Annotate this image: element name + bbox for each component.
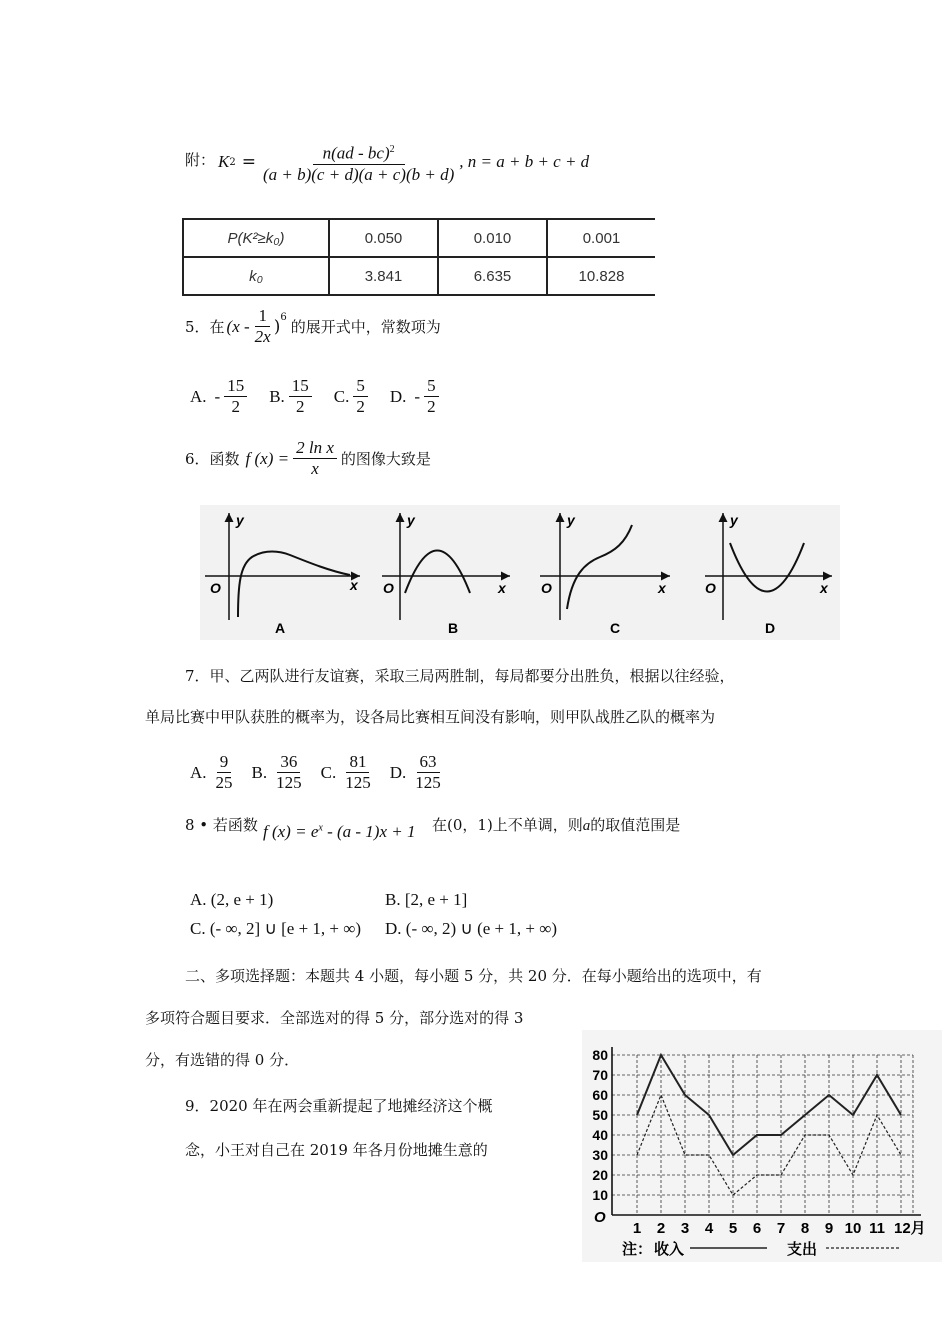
q5-exponent: 6 (280, 312, 287, 323)
x-tick-label: 10 (844, 1220, 862, 1237)
q7-line-2: 单局比赛中甲队获胜的概率为，设各局比赛相互间没有影响，则甲队战胜乙队的概率为 (145, 708, 716, 726)
origin-label: O (541, 580, 552, 596)
option-label: A. (190, 762, 207, 782)
y-tick-label: 30 (592, 1147, 608, 1163)
y-tick-label: 50 (592, 1107, 608, 1123)
q5-frac-den: 2x (254, 327, 271, 346)
k2-formula (218, 140, 589, 185)
frac-den: 2 (427, 397, 436, 416)
x-label: x (498, 580, 506, 596)
frac-den: 125 (276, 773, 302, 792)
option-label: C. (190, 919, 206, 938)
q8-fx-a: f (x) = e (263, 822, 319, 841)
q7-option-c[interactable] (321, 752, 374, 793)
option-fraction (342, 752, 374, 793)
numerator-text: n(ad - bc) (322, 143, 390, 163)
formula-denominator: (a + b)(c + d)(a + c)(b + d) (262, 164, 455, 184)
x-tick-label: 12月 (894, 1220, 926, 1237)
table-cell: 0.010 (438, 219, 547, 257)
y-tick-label: 10 (592, 1187, 608, 1203)
frac-num: 15 (289, 376, 312, 397)
x-tick-label: 7 (776, 1220, 786, 1237)
q5-option-a[interactable] (190, 376, 247, 417)
q6-frac-num: 2 ln x (293, 438, 337, 459)
frac-num: 5 (424, 376, 439, 397)
q8-suffix-a: 在(0，1)上不单调，则 (432, 816, 583, 834)
frac-num: 9 (217, 752, 232, 773)
q8-option-a[interactable] (190, 890, 273, 910)
frac-den: 25 (215, 773, 233, 792)
option-sign: - (214, 386, 221, 406)
q8-suffix-var: a (582, 818, 591, 834)
y-tick-label: 20 (592, 1167, 608, 1183)
q8-option-d[interactable] (385, 919, 557, 939)
q8-suffix-b: 的取值范围是 (590, 816, 681, 834)
frac-den: 2 (231, 397, 240, 416)
x-label: x (820, 580, 828, 596)
q8-fx-sup: x (318, 822, 323, 834)
table-row (183, 257, 655, 295)
q7-options (190, 752, 444, 793)
x-tick-label: 3 (680, 1220, 690, 1237)
option-fraction (353, 376, 368, 417)
q6-prefix: 6．函数 (185, 449, 240, 468)
q8-fx-b: - (a - 1)x + 1 (322, 822, 416, 841)
q5-option-b[interactable] (269, 376, 312, 417)
option-fraction (412, 752, 444, 793)
origin-label: O (705, 580, 716, 596)
numerator-sup: 2 (389, 144, 395, 155)
option-fraction (273, 752, 305, 793)
q6-frac-den: x (311, 459, 319, 478)
formula-eq: = (241, 152, 256, 173)
q7-option-d[interactable] (390, 752, 444, 793)
graph-label-a: A (275, 620, 286, 636)
frac-den: 125 (415, 773, 441, 792)
option-fraction (224, 376, 247, 417)
graph-label-b: B (448, 620, 459, 636)
option-fraction (424, 376, 439, 417)
y-label: y (730, 512, 738, 528)
income-expense-chart (582, 1030, 942, 1262)
option-fraction (213, 752, 236, 793)
q6-suffix: 的图像大致是 (340, 449, 431, 468)
legend-income-label: 收入 (654, 1241, 685, 1258)
appendix-label: 附： (185, 151, 216, 169)
option-label: A. (190, 890, 207, 909)
q5-option-d[interactable] (390, 376, 439, 417)
option-sign: - (414, 386, 421, 406)
y-label: y (236, 512, 244, 528)
frac-den: 2 (296, 397, 305, 416)
x-tick-label: 1 (632, 1220, 642, 1237)
section2-line-1: 二、多项选择题：本题共 4 小题，每小题 5 分，共 20 分．在每小题给出的选项中，有 (185, 967, 762, 985)
q9-line-2: 念，小王对自己在 2019 年各月份地摊生意的 (185, 1141, 488, 1159)
q6-fx: f (x) = (245, 448, 290, 468)
q8-option-b[interactable] (385, 890, 467, 910)
q6-fraction (293, 438, 337, 479)
legend-prefix: 注： (622, 1241, 653, 1258)
q5-expr-a: (x - (226, 316, 250, 336)
q8-prefix: 8 • 若函数 (185, 816, 258, 834)
origin-label: O (210, 580, 221, 596)
x-label: x (658, 580, 666, 596)
option-label: C. (320, 762, 337, 782)
y-tick-label: 70 (592, 1067, 608, 1083)
formula-lhs: K (218, 152, 230, 172)
x-tick-label: 11 (869, 1220, 885, 1237)
option-text: [2, e + 1] (404, 890, 468, 909)
formula-tail: , n = a + b + c + d (459, 152, 590, 172)
section2-line-3: 分，有选错的得 0 分． (145, 1051, 300, 1069)
y-label: y (567, 512, 575, 528)
table-cell: 0.001 (547, 219, 655, 257)
legend-expense-label: 支出 (787, 1241, 818, 1258)
x-tick-label: 5 (728, 1220, 738, 1237)
frac-num: 63 (417, 752, 440, 773)
q7-option-b[interactable] (252, 752, 305, 793)
q8-suffix (432, 815, 680, 836)
question-6 (185, 438, 431, 479)
option-label: D. (389, 386, 407, 406)
q8-function (263, 822, 415, 842)
option-label: B. (385, 890, 401, 909)
table-cell: 0.050 (329, 219, 438, 257)
y-tick-label: 60 (592, 1087, 608, 1103)
q6-graph-options (200, 505, 840, 640)
q5-suffix: 的展开式中，常数项为 (290, 317, 441, 336)
table-row (183, 219, 655, 257)
x-tick-label: 8 (800, 1220, 810, 1237)
x-tick-label: 4 (704, 1220, 714, 1237)
option-label: D. (389, 762, 407, 782)
q5-expr-b: ) (273, 316, 281, 337)
frac-den: 125 (345, 773, 371, 792)
x-tick-label: 9 (824, 1220, 834, 1237)
q5-option-c[interactable] (334, 376, 368, 417)
frac-num: 36 (277, 752, 300, 773)
option-label: B. (251, 762, 268, 782)
q5-options (190, 376, 439, 417)
frac-den: 2 (356, 397, 365, 416)
table-cell: 3.841 (329, 257, 438, 295)
option-label: B. (269, 386, 285, 406)
x-tick-label: 2 (656, 1220, 666, 1237)
y-label: y (407, 512, 415, 528)
table-cell: k₀ (183, 257, 329, 295)
table-cell: 10.828 (547, 257, 655, 295)
critical-value-table (182, 218, 655, 296)
graph-label-d: D (765, 620, 776, 636)
frac-num: 81 (346, 752, 369, 773)
q7-option-a[interactable] (190, 752, 236, 793)
option-text: (2, e + 1) (210, 890, 274, 909)
q5-frac-num: 1 (255, 306, 270, 327)
option-label: C. (333, 386, 350, 406)
question-5 (185, 306, 441, 347)
x-tick-label: 6 (752, 1220, 762, 1237)
q5-prefix: 5．在 (185, 317, 225, 336)
q5-fraction (252, 306, 274, 347)
formula-fraction (260, 140, 457, 185)
graph-label-c: C (610, 620, 621, 636)
option-fraction (289, 376, 312, 417)
section2-line-2: 多项符合题目要求．全部选对的得 5 分，部分选对的得 3 (145, 1009, 524, 1027)
formula-lhs-sup: 2 (229, 156, 236, 168)
frac-num: 15 (224, 376, 247, 397)
y-tick-label: 40 (592, 1127, 608, 1143)
option-text: (- ∞, 2] ∪ [e + 1, + ∞) (209, 919, 362, 938)
q9-line-1: 9．2020 年在两会重新提起了地摊经济这个概 (185, 1097, 493, 1115)
table-cell: 6.635 (438, 257, 547, 295)
option-label: D. (385, 919, 402, 938)
frac-num: 5 (353, 376, 368, 397)
option-label: A. (190, 386, 207, 406)
option-text: (- ∞, 2) ∪ (e + 1, + ∞) (405, 919, 557, 938)
chart-origin-label: O (594, 1209, 606, 1226)
y-tick-label: 80 (592, 1047, 608, 1063)
origin-label: O (383, 580, 394, 596)
table-cell: P(K²≥k₀) (183, 219, 329, 257)
formula-numerator (313, 140, 405, 165)
x-label: x (350, 577, 358, 593)
q7-line-1: 7．甲、乙两队进行友谊赛，采取三局两胜制，每局都要分出胜负，根据以往经验， (185, 667, 735, 685)
q8-option-c[interactable] (190, 919, 361, 939)
